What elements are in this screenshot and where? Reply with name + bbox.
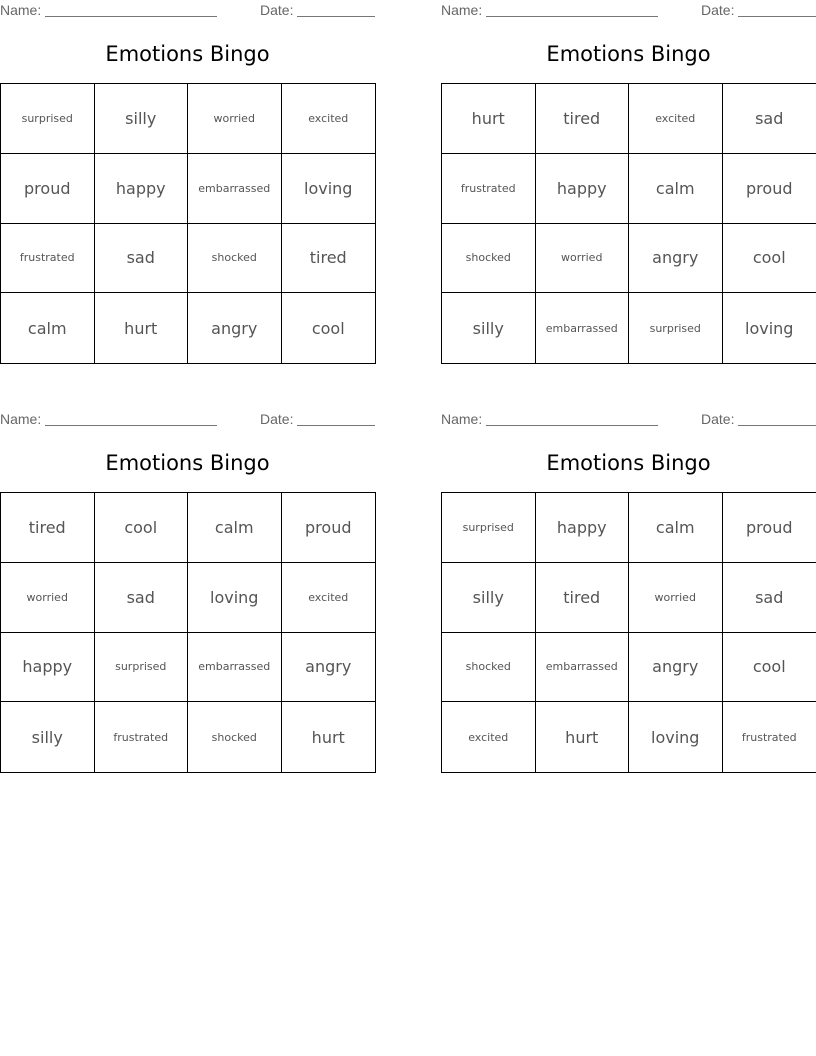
- bingo-cell[interactable]: cool: [95, 493, 189, 563]
- bingo-cell[interactable]: shocked: [188, 224, 282, 294]
- bingo-cell[interactable]: embarrassed: [536, 293, 630, 363]
- bingo-cell[interactable]: cool: [723, 633, 816, 703]
- name-field[interactable]: [45, 425, 217, 426]
- bingo-cell[interactable]: excited: [629, 84, 723, 154]
- bingo-cell[interactable]: sad: [723, 84, 816, 154]
- bingo-grid: [0, 492, 376, 773]
- bingo-cell[interactable]: calm: [188, 493, 282, 563]
- name-date-row: [0, 409, 375, 429]
- date-field[interactable]: [738, 16, 816, 17]
- date-label: Date:: [701, 411, 735, 427]
- card-title: Emotions Bingo: [105, 42, 270, 66]
- bingo-cell[interactable]: silly: [442, 293, 536, 363]
- bingo-cell[interactable]: sad: [95, 563, 189, 633]
- bingo-cell[interactable]: frustrated: [741, 730, 797, 744]
- name-label: Name:: [441, 411, 483, 427]
- bingo-cell[interactable]: loving: [188, 563, 282, 633]
- bingo-cell[interactable]: happy: [1, 633, 95, 703]
- bingo-cell[interactable]: hurt: [442, 84, 536, 154]
- name-label: Name:: [441, 2, 483, 18]
- bingo-cell[interactable]: loving: [282, 154, 376, 224]
- date-field[interactable]: [297, 16, 375, 17]
- bingo-cell[interactable]: proud: [282, 493, 376, 563]
- bingo-cell[interactable]: sad: [723, 563, 816, 633]
- bingo-cell[interactable]: angry: [282, 633, 376, 703]
- bingo-cell[interactable]: proud: [1, 154, 95, 224]
- bingo-card: [0, 409, 375, 774]
- name-date-row: [441, 409, 816, 429]
- bingo-cell[interactable]: tired: [282, 224, 376, 294]
- bingo-cell[interactable]: shocked: [442, 633, 536, 703]
- bingo-cell[interactable]: silly: [442, 563, 536, 633]
- bingo-cell[interactable]: surprised: [442, 493, 536, 563]
- bingo-cell[interactable]: angry: [629, 633, 723, 703]
- bingo-cell[interactable]: happy: [536, 493, 630, 563]
- name-field[interactable]: [486, 16, 658, 17]
- bingo-cell[interactable]: sad: [95, 224, 189, 294]
- name-field[interactable]: [45, 16, 217, 17]
- name-date-row: [0, 0, 375, 20]
- bingo-cell[interactable]: tired: [1, 493, 95, 563]
- card-title: Emotions Bingo: [546, 451, 711, 475]
- bingo-cell[interactable]: proud: [723, 154, 816, 224]
- date-field[interactable]: [297, 425, 375, 426]
- bingo-cell[interactable]: proud: [723, 493, 816, 563]
- bingo-cell[interactable]: frustrated: [95, 702, 189, 772]
- bingo-cell[interactable]: cool: [723, 224, 816, 294]
- bingo-cell[interactable]: tired: [536, 563, 630, 633]
- bingo-card: [0, 0, 375, 365]
- bingo-cell[interactable]: cool: [311, 318, 345, 338]
- bingo-cell[interactable]: loving: [745, 318, 794, 338]
- bingo-cell[interactable]: silly: [1, 702, 95, 772]
- bingo-cell[interactable]: worried: [536, 224, 630, 294]
- date-label: Date:: [260, 2, 294, 18]
- bingo-cell[interactable]: excited: [282, 84, 376, 154]
- bingo-cell[interactable]: calm: [629, 493, 723, 563]
- bingo-cell[interactable]: calm: [1, 293, 95, 363]
- name-label: Name:: [0, 2, 42, 18]
- bingo-cell[interactable]: calm: [629, 154, 723, 224]
- bingo-cell[interactable]: worried: [1, 563, 95, 633]
- bingo-cell[interactable]: angry: [188, 293, 282, 363]
- date-label: Date:: [701, 2, 735, 18]
- bingo-card: [441, 409, 816, 774]
- bingo-cell[interactable]: excited: [442, 702, 536, 772]
- bingo-cell[interactable]: embarrassed: [188, 633, 282, 703]
- bingo-cell[interactable]: hurt: [311, 727, 345, 747]
- bingo-cell[interactable]: silly: [95, 84, 189, 154]
- card-title: Emotions Bingo: [546, 42, 711, 66]
- bingo-cell[interactable]: worried: [188, 84, 282, 154]
- bingo-cell[interactable]: happy: [95, 154, 189, 224]
- bingo-cell[interactable]: happy: [536, 154, 630, 224]
- name-date-row: [441, 0, 816, 20]
- name-label: Name:: [0, 411, 42, 427]
- bingo-cell[interactable]: shocked: [442, 224, 536, 294]
- bingo-grid: [0, 83, 376, 364]
- card-title: Emotions Bingo: [105, 451, 270, 475]
- bingo-cell[interactable]: tired: [536, 84, 630, 154]
- name-field[interactable]: [486, 425, 658, 426]
- bingo-cell[interactable]: frustrated: [442, 154, 536, 224]
- bingo-cell[interactable]: shocked: [188, 702, 282, 772]
- bingo-cell[interactable]: angry: [629, 224, 723, 294]
- bingo-cell[interactable]: embarrassed: [188, 154, 282, 224]
- bingo-cell[interactable]: surprised: [1, 84, 95, 154]
- date-label: Date:: [260, 411, 294, 427]
- bingo-cell[interactable]: loving: [629, 702, 723, 772]
- bingo-cell[interactable]: frustrated: [1, 224, 95, 294]
- bingo-cell[interactable]: surprised: [95, 633, 189, 703]
- bingo-grid: [441, 83, 816, 364]
- bingo-grid: [441, 492, 816, 773]
- bingo-cell[interactable]: hurt: [536, 702, 630, 772]
- bingo-cell[interactable]: hurt: [95, 293, 189, 363]
- date-field[interactable]: [738, 425, 816, 426]
- bingo-cell[interactable]: worried: [629, 563, 723, 633]
- bingo-cell[interactable]: embarrassed: [536, 633, 630, 703]
- bingo-card: [441, 0, 816, 365]
- bingo-cell[interactable]: excited: [282, 563, 376, 633]
- bingo-cell[interactable]: surprised: [629, 293, 723, 363]
